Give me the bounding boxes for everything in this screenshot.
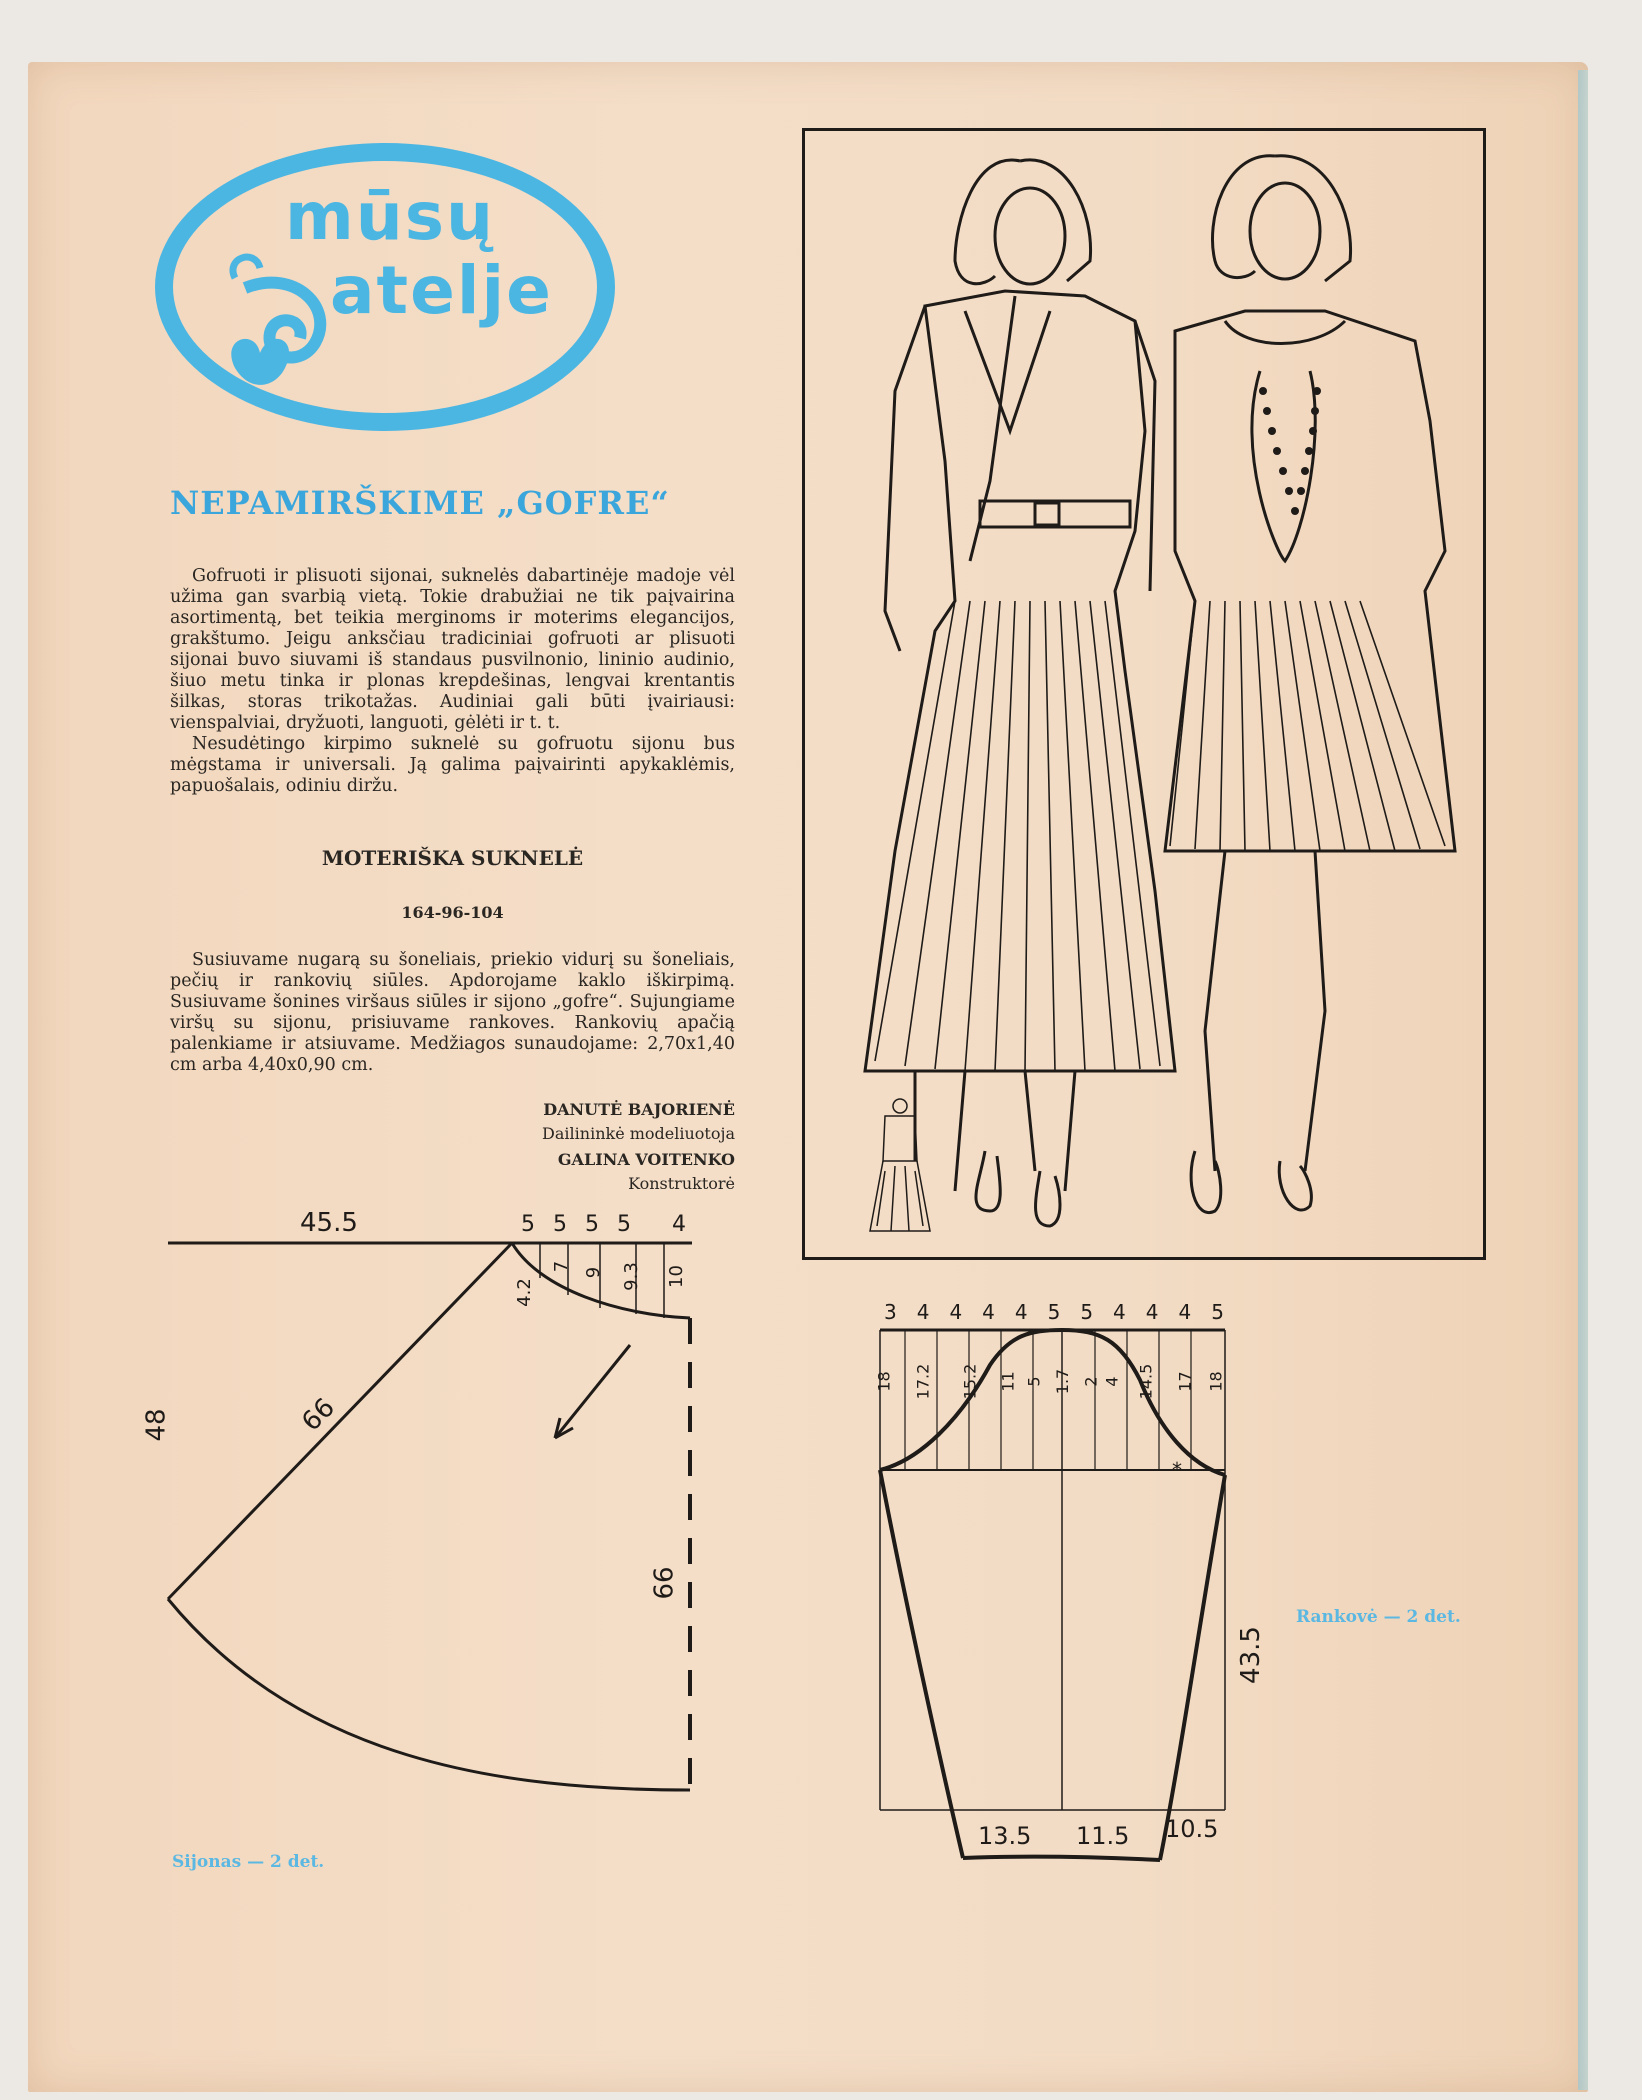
svg-text:*: * [1172,1458,1182,1482]
skirt-caption: Sijonas — 2 det. [172,1852,325,1872]
size-code: 164-96-104 [401,903,504,922]
intro-paragraph-1: Gofruoti ir plisuoti sijonai, suknelės dabartinėje madoje vėl užima gan svarbią vietą. Tokie drabužiai ne tik paįvairina asortimentą, bet teikia merginoms ir moterims elegancijos, grakštumo. Jeigu anksčiau tradiciniai gofruoti ar plisuoti sijonai buvo siuvami iš standaus pusvilnonio, lininio audinio, šiuo metu tinka ir plonas krepdešinas, lengvai krentantis šilkas, storas trikotažas. Audiniai gali būti įvairiausi: vienspalviai, dryžuoti, languoti, gėlėti ir t. t. [170,566,735,733]
logo-word-atelje: atelje [330,252,553,329]
grain-arrow [555,1345,630,1438]
skirt-vert-1: 4.2 [513,1278,535,1307]
sleeve-left-seam [880,1470,963,1858]
credit-designer-role: Dailininkė modeliuotoja [542,1124,735,1143]
skirt-diagonal-edge [168,1243,512,1599]
credit-constructor-role: Konstruktorė [628,1174,735,1193]
sleeve-top-segments: 3 4 4 4 4 5 5 4 4 4 5 [884,1300,1224,1324]
skirt-vert-2: 7 [551,1260,573,1273]
sleeve-bottom-left: 13.5 [978,1822,1032,1850]
skirt-seg-5: 4 [672,1212,686,1237]
skirt-seg-4: 5 [617,1212,631,1237]
logo-word-musu: mūsų [285,178,496,255]
credit-designer: DANUTĖ BAJORIENĖ [543,1100,735,1119]
skirt-hem-curve [168,1599,690,1790]
skirt-top-width: 45.5 [300,1208,358,1238]
sleeve-verticals: 18 17.2 15.2 11 5 1.7 2 4 14.5 17 18 [874,1363,1226,1400]
sleeve-caption: Rankovė — 2 det. [1296,1607,1461,1627]
skirt-vert-5: 10 [665,1265,687,1288]
skirt-diagonal-length: 66 [296,1392,341,1438]
skirt-seg-2: 5 [553,1212,567,1237]
skirt-seg-1: 5 [521,1212,535,1237]
skirt-vert-3: 9 [583,1266,605,1279]
sleeve-length: 43.5 [1235,1626,1266,1684]
sleeve-cap-curve [880,1330,1225,1475]
intro-paragraph-2: Nesudėtingo kirpimo suknelė su gofruotu sijonu bus mėgstama ir universali. Ją galima paįvairinti apykaklėmis, papuošalais, odiniu diržu. [170,734,735,796]
skirt-vert-4: 9.3 [620,1262,642,1291]
skirt-side-length: 48 [141,1408,172,1442]
sleeve-bottom-extra: 10.5 [1165,1815,1219,1843]
instructions-text: Susiuvame nugarą su šoneliais, priekio vidurį su šoneliais, pečių ir rankovių siūles. Apdorojame kaklo iškirpimą. Susiuvame šonines viršaus siūles ir sijono „gofre“. Sujungiame viršų su sijonu, prisiuvame rankoves. Rankovių apačią palenkiame ir atsiuvame. Medžiagos sunaudojame: 2,70x1,40 cm arba 4,40x0,90 cm. [170,950,735,1075]
skirt-center-length: 66 [649,1566,680,1600]
sleeve-bottom-right: 11.5 [1076,1822,1130,1850]
sleeve-right-seam [1160,1475,1225,1860]
skirt-seg-3: 5 [585,1212,599,1237]
article-headline: NEPAMIRŠKIME „GOFRE“ [170,484,670,522]
sleeve-hem [963,1857,1160,1860]
section-title: MOTERIŠKA SUKNELĖ [321,846,584,870]
credit-constructor: GALINA VOITENKO [557,1150,735,1169]
